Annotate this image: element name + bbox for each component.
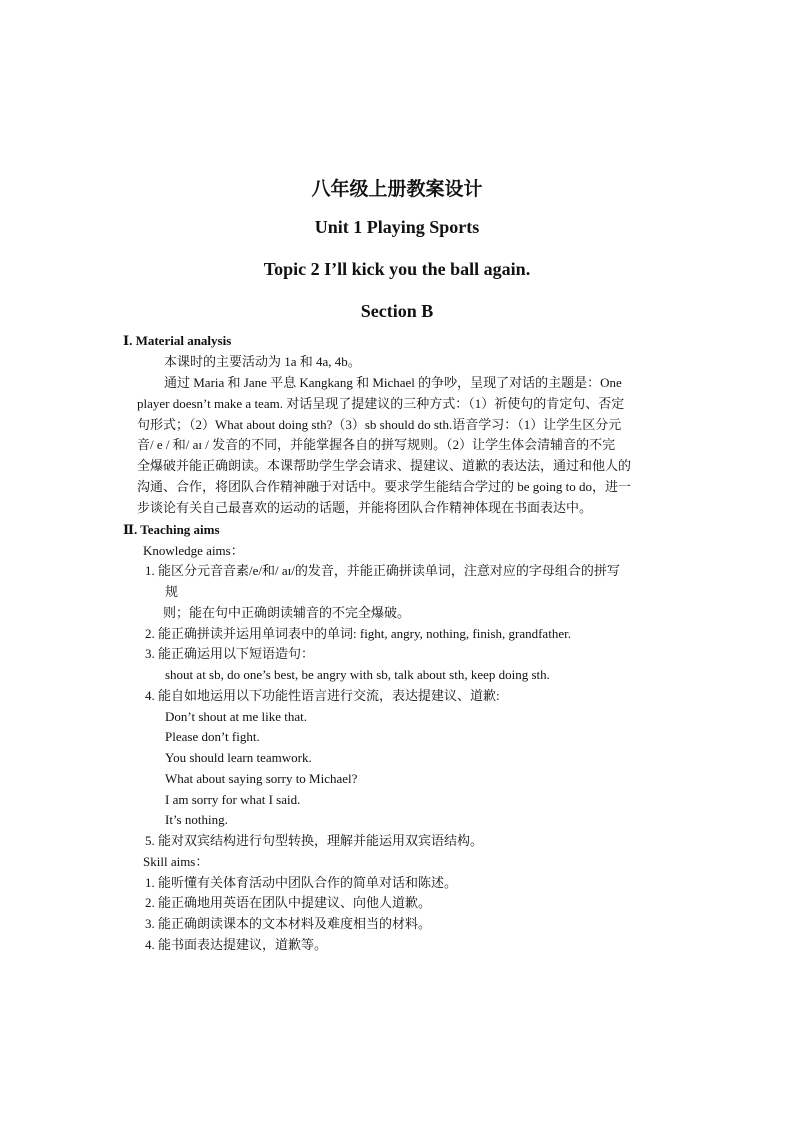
document-title: 八年级上册教案设计 <box>311 179 483 200</box>
knowledge-aim-item: 2. 能正确拼读并运用单词表中的单词: fight, angry, nothing, finish, grandfather. <box>145 626 571 641</box>
material-heading: Ⅰ. Material analysis <box>123 333 232 348</box>
skill-aim-item: 1. 能听懂有关体育活动中团队合作的简单对话和陈述。 <box>145 875 458 890</box>
example-sentence: What about saying sorry to Michael? <box>165 771 358 786</box>
knowledge-aims-label: Knowledge aims： <box>143 543 244 558</box>
knowledge-aim-subitem: shout at sb, do one’s best, be angry with sb, talk about sth, keep doing sth. <box>165 667 550 682</box>
topic-title: Topic 2 I’ll kick you the ball again. <box>263 259 531 279</box>
aims-heading: Ⅱ. Teaching aims <box>123 522 220 537</box>
example-sentence: Don’t shout at me like that. <box>165 709 308 724</box>
unit-title: Unit 1 Playing Sports <box>314 217 480 237</box>
knowledge-aim-item: 5. 能对双宾结构进行句型转换，理解并能运用双宾语结构。 <box>145 833 484 848</box>
example-sentence: Please don’t fight. <box>165 729 260 744</box>
knowledge-aim-item: 规 <box>165 584 179 599</box>
material-line: 沟通、合作，将团队合作精神融于对话中。要求学生能结合学过的 be going to do，进一 <box>137 479 631 494</box>
example-sentence: I am sorry for what I said. <box>165 792 301 807</box>
material-line: 通过 Maria 和 Jane 平息 Kangkang 和 Michael 的争吵，呈现了对话的主题是：One <box>164 375 622 390</box>
knowledge-aim-item: 4. 能自如地运用以下功能性语言进行交流，表达提建议、道歉: <box>145 688 500 703</box>
example-sentence: You should learn teamwork. <box>165 750 312 765</box>
knowledge-aim-item: 则；能在句中正确朗读辅音的不完全爆破。 <box>163 605 411 620</box>
example-sentence: It’s nothing. <box>165 812 228 827</box>
skill-aim-item: 2. 能正确地用英语在团队中提建议、向他人道歉。 <box>145 895 432 910</box>
material-line: 音/ e / 和/ aɪ / 发音的不同，并能掌握各自的拼写规则。（2）让学生体会清辅音的不完 <box>137 437 616 452</box>
knowledge-aim-item: 3. 能正确运用以下短语造句： <box>145 646 315 661</box>
material-line: player doesn’t make a team. 对话呈现了提建议的三种方式：（1）祈使句的肯定句、否定 <box>137 396 625 411</box>
skill-aim-item: 3. 能正确朗读课本的文本材料及难度相当的材料。 <box>145 916 432 931</box>
skill-aims-label: Skill aims： <box>143 854 209 869</box>
skill-aim-item: 4. 能书面表达提建议，道歉等。 <box>145 937 328 952</box>
material-line: 句形式；（2）What about doing sth?（3）sb should do sth.语音学习：（1）让学生区分元 <box>137 417 622 432</box>
knowledge-aim-item: 1. 能区分元音音素/e/和/ aɪ/的发音，并能正确拼读单词，注意对应的字母组合的拼写 <box>145 563 620 578</box>
section-title: Section B <box>360 301 434 321</box>
material-line: 步谈论有关自己最喜欢的运动的话题，并能将团队合作精神体现在书面表达中。 <box>137 500 593 515</box>
material-line: 本课时的主要活动为 1a 和 4a, 4b。 <box>164 354 361 369</box>
material-line: 全爆破并能正确朗读。本课帮助学生学会请求、提建议、道歉的表达法，通过和他人的 <box>137 458 632 473</box>
